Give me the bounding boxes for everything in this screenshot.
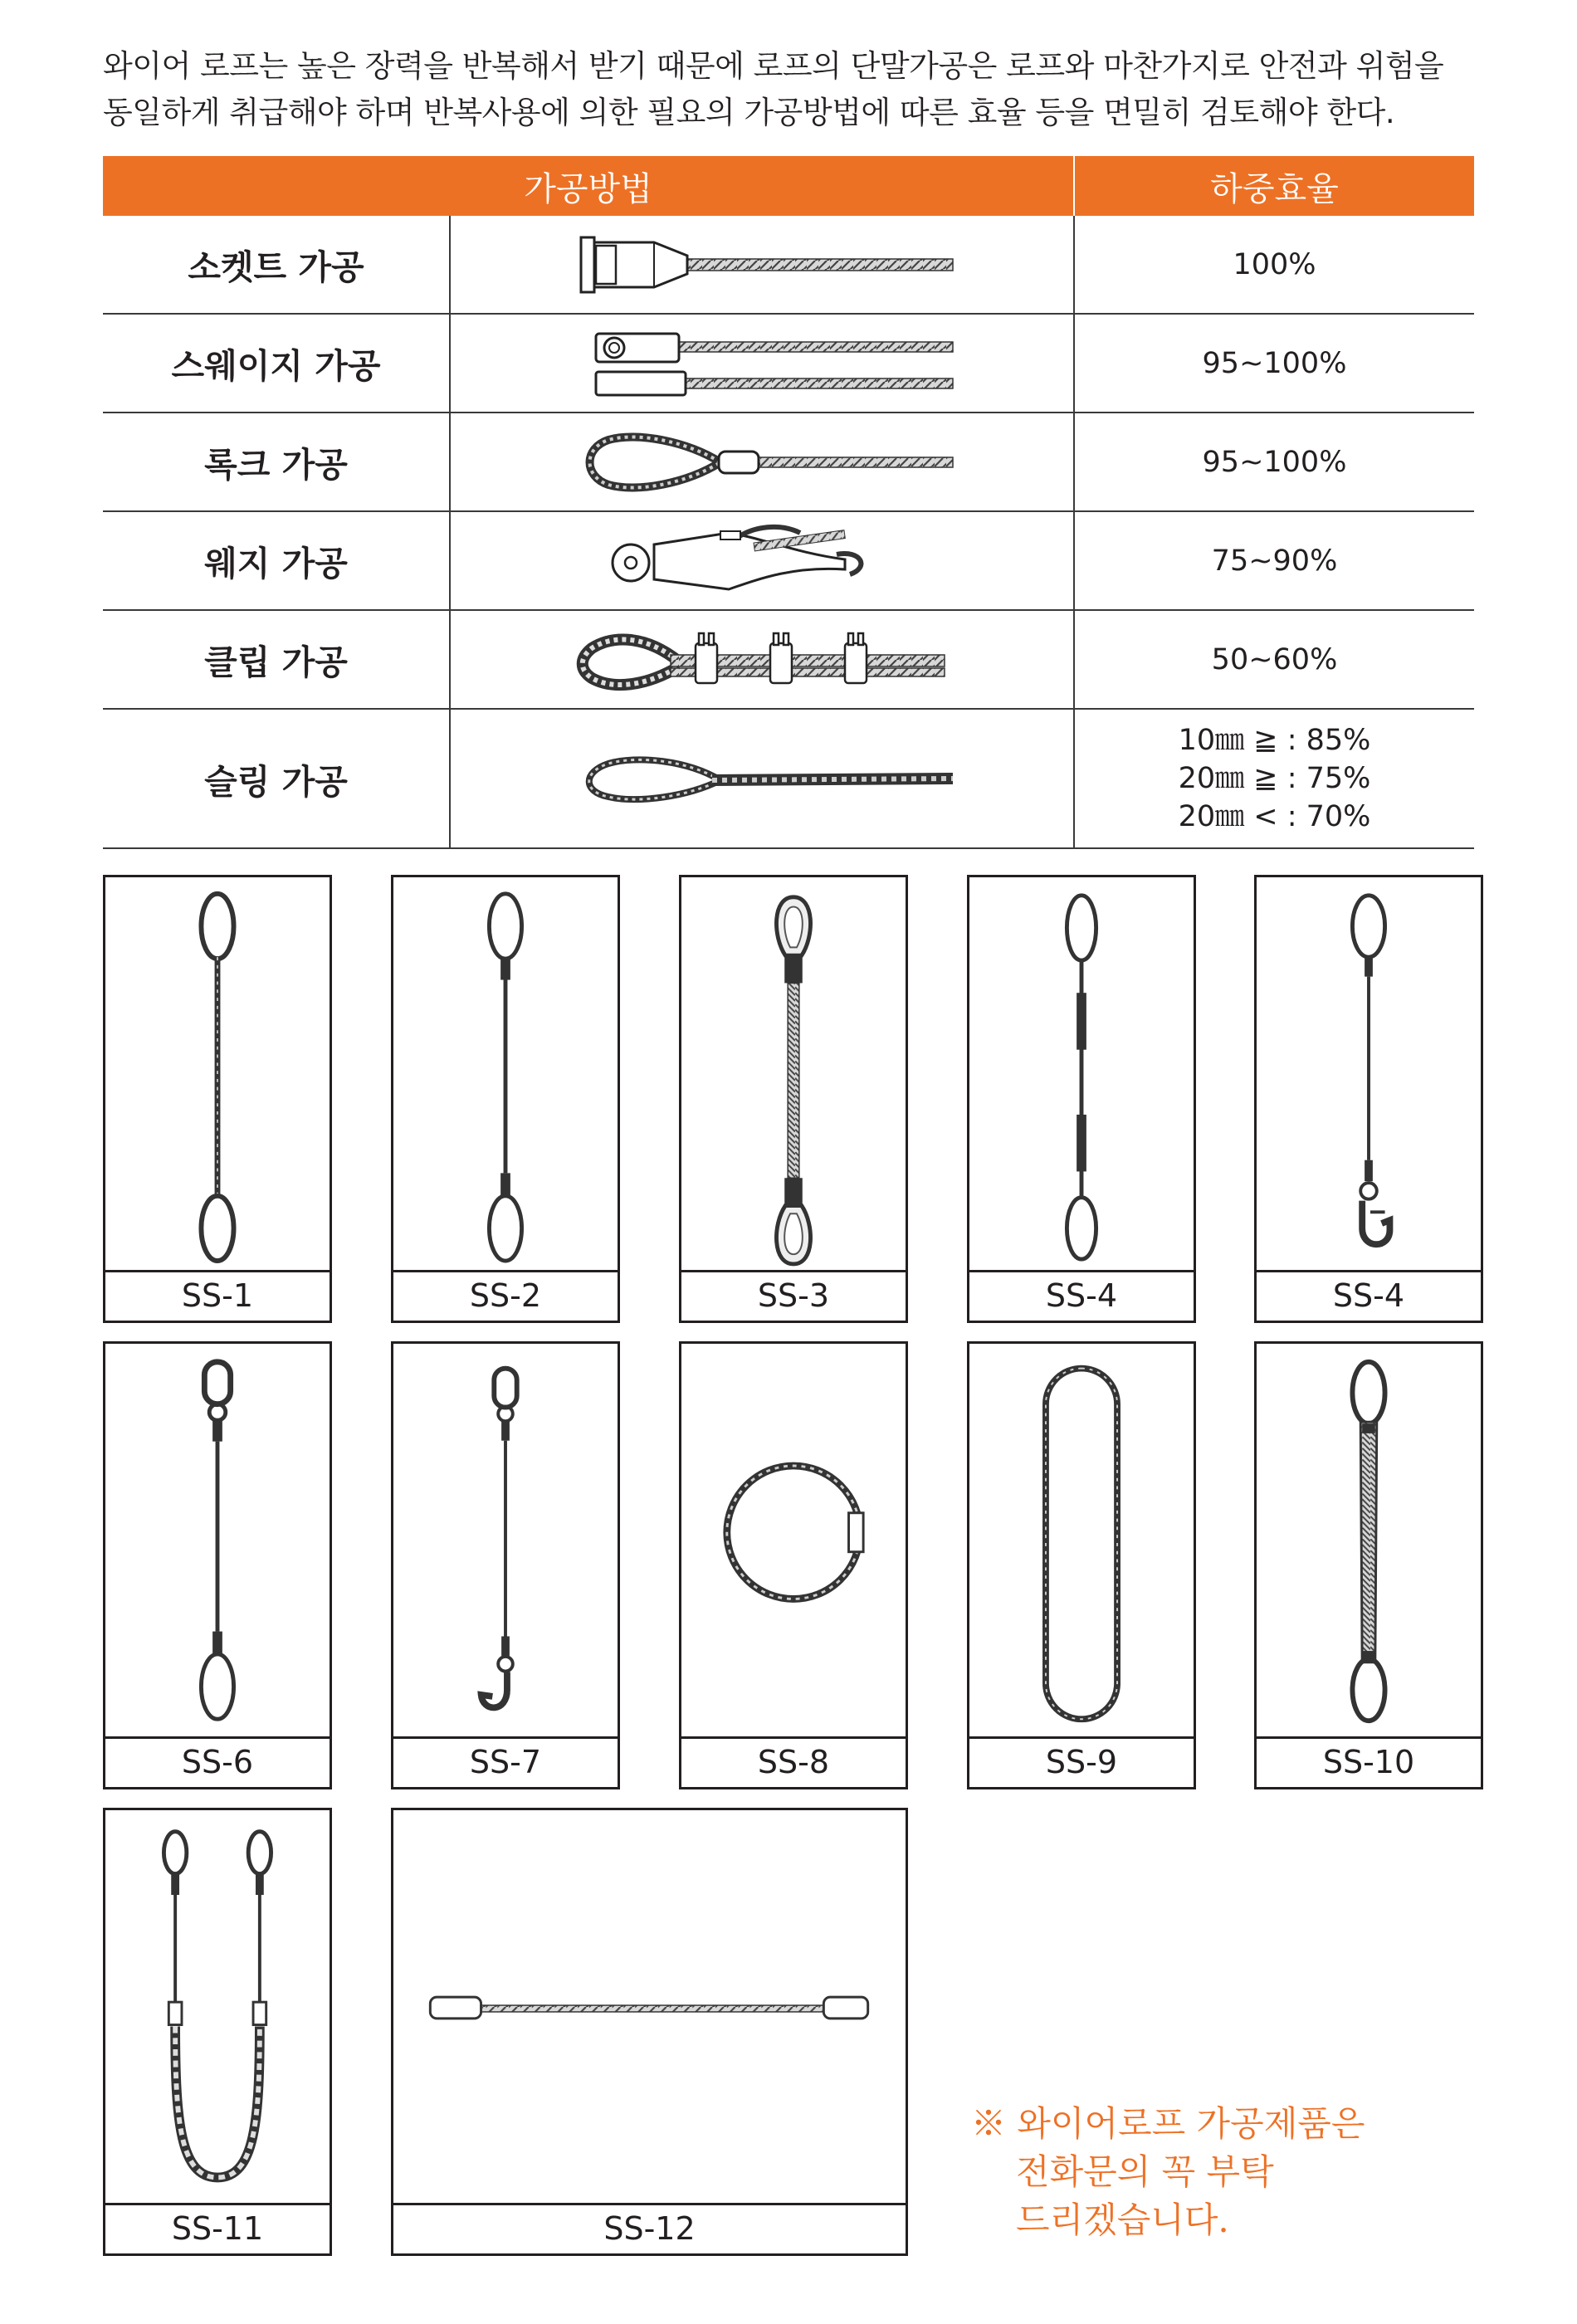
- efficiency-value: 50~60%: [1211, 642, 1338, 676]
- method-name: 웨지 가공: [103, 511, 450, 610]
- method-name: 소켓트 가공: [103, 216, 450, 314]
- product-card: [679, 875, 908, 1323]
- intro-line-2: 동일하게 취급해야 하며 반복사용에 의한 필요의 가공방법에 따른 효율 등을 면밀히 검토해야 한다.: [103, 95, 1395, 130]
- product-card: [103, 1341, 332, 1789]
- endless-loop-sling-icon: [969, 1344, 1194, 1739]
- eye-hook-sling-icon: [1257, 877, 1481, 1272]
- braided-eye-sling-icon: [1257, 1344, 1481, 1739]
- table-row: [103, 314, 1474, 413]
- note-line-1: ※ 와이어로프 가공제품은: [971, 2103, 1365, 2144]
- method-name: 스웨이지 가공: [103, 314, 450, 413]
- product-card: [391, 1808, 908, 2256]
- method-name: 록크 가공: [103, 413, 450, 511]
- note-line-3: 드리겠습니다.: [1016, 2200, 1229, 2240]
- table-row: [103, 610, 1474, 709]
- product-card: [391, 1341, 620, 1789]
- swage-icon: [563, 324, 961, 403]
- double-eye-sling-icon: [105, 877, 330, 1272]
- table-header-row: [103, 156, 1474, 216]
- product-card: [103, 1808, 332, 2256]
- table-row: [103, 511, 1474, 610]
- header-efficiency: 하중효율: [1074, 156, 1474, 216]
- thimble-eye-sling-icon: [681, 877, 906, 1272]
- product-label: SS-3: [681, 1270, 906, 1321]
- double-eye-sling-icon: [393, 877, 618, 1272]
- product-label: SS-1: [105, 1270, 330, 1321]
- efficiency-value: 95~100%: [1202, 445, 1347, 479]
- product-card: [967, 875, 1196, 1323]
- product-label: SS-8: [681, 1736, 906, 1787]
- clip-icon: [563, 618, 961, 701]
- method-name: 슬링 가공: [103, 709, 450, 848]
- product-card: [1254, 1341, 1483, 1789]
- efficiency-value: 10㎜ ≧ : 85%: [1178, 724, 1371, 757]
- ring-eye-sling-icon: [105, 1344, 330, 1739]
- lock-icon: [563, 425, 961, 500]
- double-eye-sling-icon: [969, 877, 1194, 1272]
- efficiency-value: 75~90%: [1211, 544, 1338, 578]
- product-label: SS-4: [1257, 1270, 1481, 1321]
- sling-icon: [563, 737, 961, 820]
- header-method: 가공방법: [103, 156, 1074, 216]
- efficiency-value: 20㎜ ≧ : 75%: [1178, 762, 1371, 795]
- product-label: SS-12: [393, 2203, 906, 2253]
- product-label: SS-10: [1257, 1736, 1481, 1787]
- product-card: [967, 1341, 1196, 1789]
- socket-icon: [563, 227, 961, 302]
- intro-text: [103, 43, 1481, 136]
- ring-hook-sling-icon: [393, 1344, 618, 1739]
- product-card: [103, 875, 332, 1323]
- chain-sling-icon: [105, 1810, 330, 2205]
- contact-note: [971, 2100, 1469, 2244]
- product-card: [1254, 875, 1483, 1323]
- endless-ring-sling-icon: [681, 1344, 906, 1739]
- product-label: SS-4: [969, 1270, 1194, 1321]
- product-card: [679, 1341, 908, 1789]
- efficiency-value: 100%: [1233, 247, 1316, 281]
- processing-method-table: [103, 156, 1474, 849]
- table-row: [103, 216, 1474, 314]
- efficiency-value: 95~100%: [1202, 346, 1347, 380]
- efficiency-value: 20㎜ < : 70%: [1178, 800, 1371, 833]
- intro-line-1: 와이어 로프는 높은 장력을 반복해서 받기 때문에 로프의 단말가공은 로프와 마찬가지로 안전과 위험을: [103, 48, 1444, 84]
- product-label: SS-7: [393, 1736, 618, 1787]
- table-row: [103, 413, 1474, 511]
- table-row: [103, 709, 1474, 848]
- wedge-icon: [563, 520, 961, 603]
- product-label: SS-9: [969, 1736, 1194, 1787]
- note-line-2: 전화문의 꼭 부탁: [1016, 2151, 1274, 2192]
- swaged-end-rope-icon: [393, 1810, 906, 2205]
- product-card: [391, 875, 620, 1323]
- product-label: SS-6: [105, 1736, 330, 1787]
- method-name: 클립 가공: [103, 610, 450, 709]
- product-label: SS-11: [105, 2203, 330, 2253]
- product-label: SS-2: [393, 1270, 618, 1321]
